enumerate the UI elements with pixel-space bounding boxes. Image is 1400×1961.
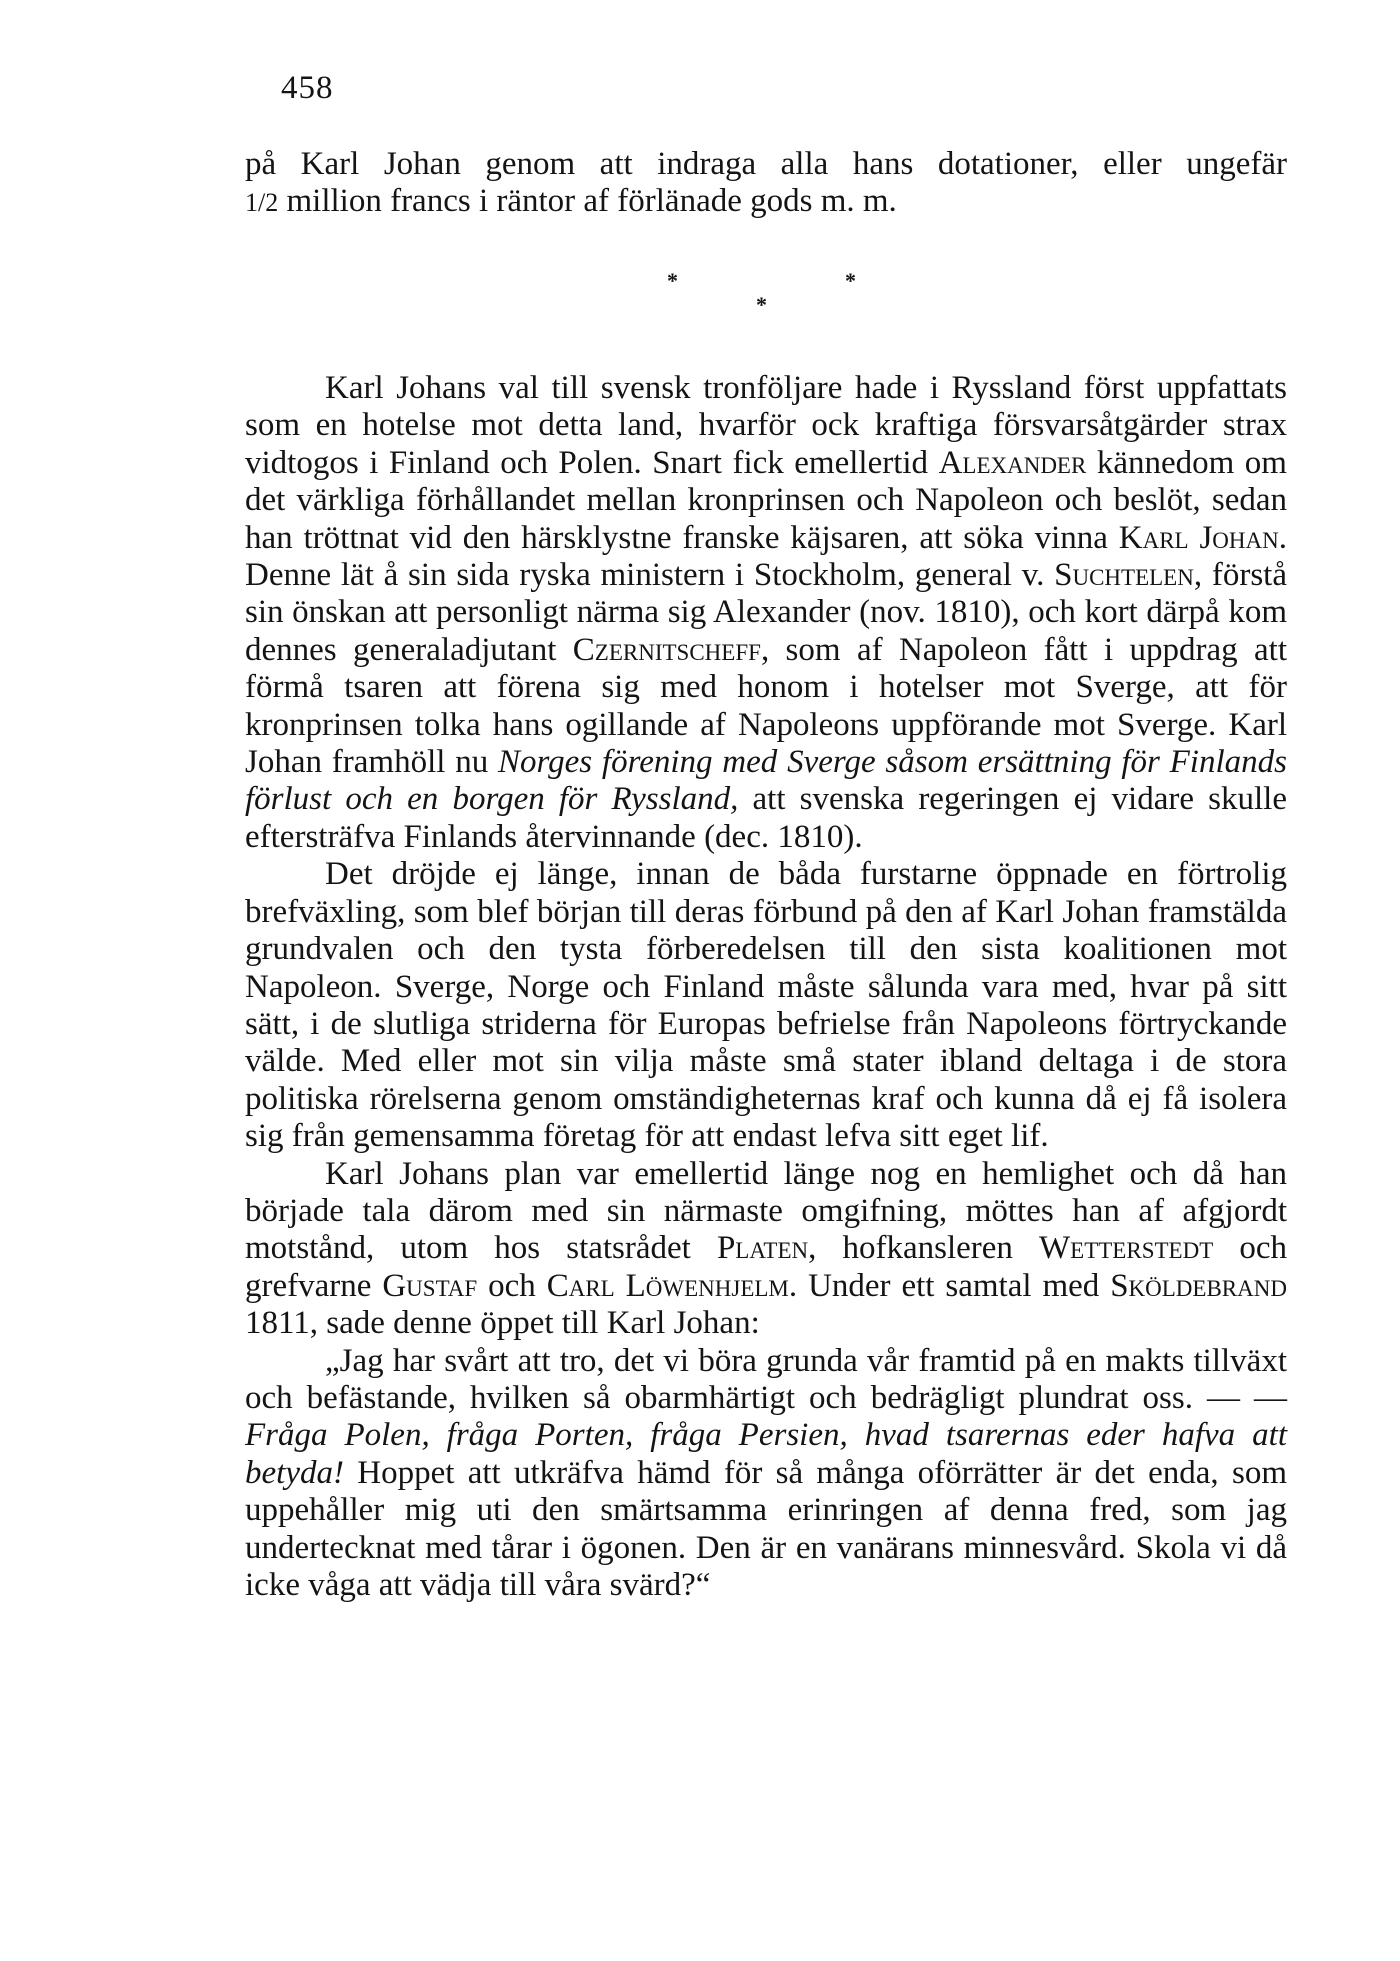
asterism-star: * [845, 268, 856, 293]
text-run: att svenska regeringen ej vidare skulle eftersträfva Finlands återvinnande (dec. 1810). [245, 781, 1287, 855]
text-run: Karl Johans val till svensk tronföljare hade i Ryssland först uppfattats som en hotelse mot detta land, hvarför ock kraftiga försvarsåtgärder strax vidtogos i Finland och Polen. Snart fick emellertid [245, 370, 1287, 481]
body-text [245, 370, 1287, 1604]
text-run: och grefvarne [245, 1230, 1287, 1304]
text-run: Karl Johans plan var emellertid länge nog en hemlighet och då han började tala därom med sin närmaste omgifning, möttes han af afgjordt motstånd, utom hos statsrådet [245, 1155, 1287, 1267]
text-run: „Jag har svårt att tro, det vi böra grunda vår framtid på en makts tillväxt och befästande, hvilken så obarmhärtigt och bedrägligt plundrat oss. — — [245, 1342, 1287, 1416]
asterism-star: * [756, 292, 767, 317]
person-name: Platen [716, 1230, 809, 1267]
opening-line-1: på Karl Johan genom att indraga alla hans dotationer, eller ungefär [245, 146, 1287, 182]
text-run: och [477, 1267, 547, 1304]
fraction-half: 1/2 [245, 188, 279, 218]
page-number: 458 [281, 70, 334, 106]
opening-line-2 [245, 183, 1287, 221]
person-name: Suchtelen [1054, 557, 1194, 594]
opening-line-2-text: million francs i räntor af förlänade gods m. m. [278, 183, 897, 220]
asterism-separator [0, 262, 1400, 317]
paragraph-2: Det dröjde ej länge, innan de båda furstarne öppnade en förtrolig brefväxling, som blef början till deras förbund på den af Karl Johan framstälda grundvalen och den tysta förberedelsen till den sista koalitionen mot Napoleon. Sverge, Norge och Finland måste sålunda vara med, hvar på sitt sätt, i de slutliga striderna för Europas befrielse från Napoleons förtryckande välde. Med eller mot sin vilja måste små stater ibland deltaga i de stora politiska rörelserna genom omständigheternas kraf och kunna då ej få isolera sig från gemensamma företag för att endast lefva sitt eget lif. [245, 856, 1287, 1155]
text-run: kännedom om det värkliga förhållandet mellan kronprinsen och Napoleon och beslöt, sedan han tröttnat vid den härsklystne franske käjsaren, att söka vinna [245, 444, 1287, 556]
text-run: , förstå sin önskan att personligt närma sig Alexander (nov. 1810), och kort därpå kom dennes generaladjutant [245, 557, 1287, 668]
person-name: Wetterstedt [1039, 1230, 1214, 1267]
opening-paragraph [245, 146, 1287, 222]
text-run: 1811, sade denne öppet till Karl Johan: [245, 1305, 760, 1342]
paragraph-1 [245, 370, 1287, 856]
person-name: Sköldebrand [1110, 1267, 1287, 1304]
emphasis-text: Fråga Polen, fråga Porten, fråga Persien, hvad tsarernas eder hafva att betyda! [245, 1417, 1287, 1491]
emphasis-text: Norges förening med Sverge såsom ersättning för Finlands förlust och en borgen för Ryssland, [245, 744, 1287, 818]
paragraph-3 [245, 1156, 1287, 1343]
text-run: , som af Napoleon fått i uppdrag att förmå tsaren att förena sig med honom i hotelser mot Sverge, att för kronprinsen tolka hans ogillande af Napoleons uppförande mot Sverge. Karl Johan framhöll nu [245, 631, 1287, 781]
person-name: Gustaf [382, 1267, 478, 1304]
person-name: Karl Johan [1118, 519, 1279, 556]
person-name: Alexander [938, 444, 1087, 481]
asterism-star: * [667, 268, 678, 293]
text-run: . Under ett samtal med [788, 1267, 1111, 1304]
text-run: Hoppet att utkräfva hämd för så många oförrätter är det enda, som uppehåller mig uti den smärtsamma erinringen af denna fred, som jag undertecknat med tårar i ögonen. Den är en vanärans minnesvård. Skola vi då icke våga att vädja till våra svärd?“ [245, 1454, 1287, 1603]
person-name: Carl Löwenhjelm [546, 1267, 789, 1304]
paragraph-4-quote [245, 1343, 1287, 1605]
text-run: , hofkansleren [808, 1230, 1040, 1267]
person-name: Czernitscheff [572, 631, 761, 668]
text-run: . Denne lät å sin sida ryska ministern i Stockholm, general v. [245, 519, 1287, 594]
